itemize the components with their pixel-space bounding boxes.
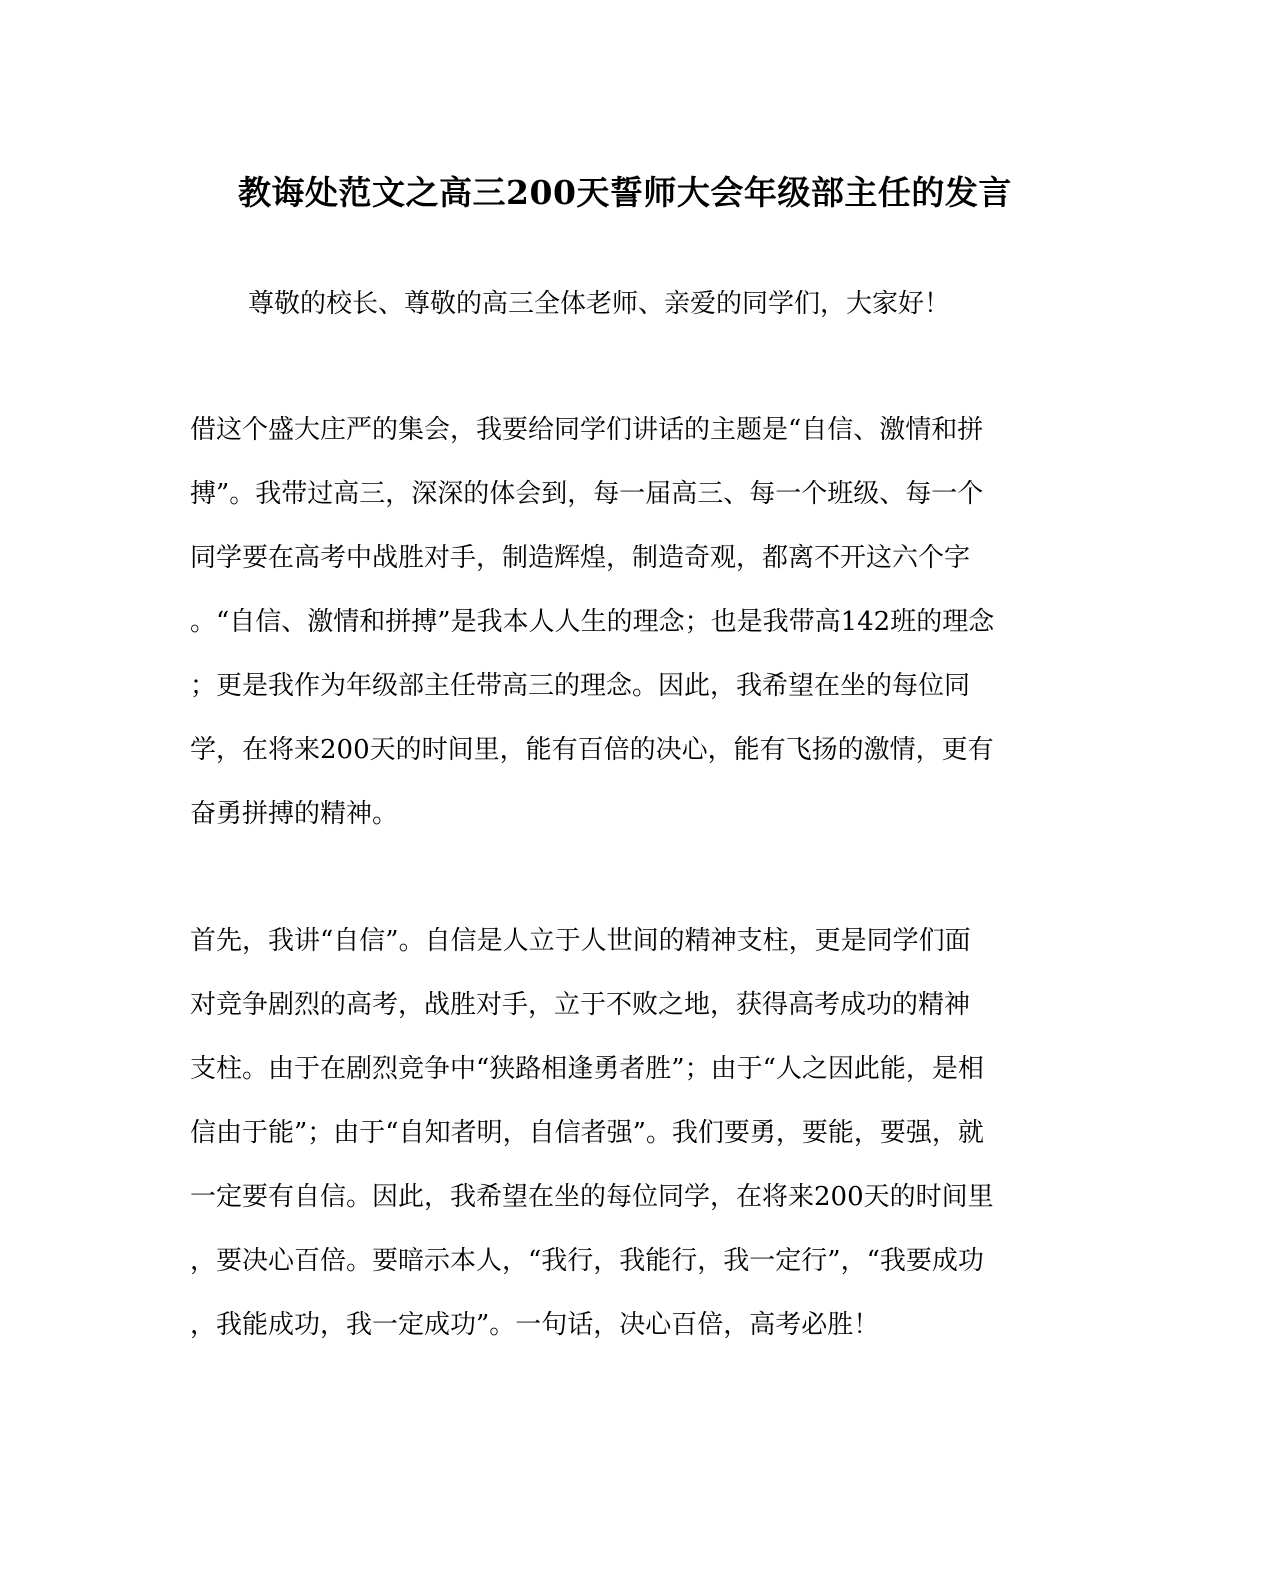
- body-paragraph-2: [190, 909, 1070, 1357]
- paragraph-line: 搏”。我带过高三，深深的体会到，每一届高三、每一个班级、每一个: [190, 479, 984, 509]
- paragraph-line: 一定要有自信。因此，我希望在坐的每位同学，在将来200天的时间里: [190, 1182, 994, 1212]
- body-paragraph-1: [190, 398, 1070, 846]
- greeting-line: 尊敬的校长、尊敬的高三全体老师、亲爱的同学们，大家好！: [248, 289, 951, 319]
- paragraph-line: 。“自信、激情和拼搏”是我本人人生的理念；也是我带高142班的理念: [190, 607, 995, 637]
- paragraph-line: ；更是我作为年级部主任带高三的理念。因此，我希望在坐的每位同: [190, 671, 971, 701]
- paragraph-line: 学，在将来200天的时间里，能有百倍的决心，能有飞扬的激情，更有: [190, 735, 994, 765]
- paragraph-line: 支柱。由于在剧烈竞争中“狭路相逢勇者胜”；由于“人之因此能，是相: [190, 1054, 984, 1084]
- paragraph-line: 首先，我讲“自信”。自信是人立于人世间的精神支柱，更是同学们面: [190, 926, 971, 956]
- paragraph-line: 同学要在高考中战胜对手，制造辉煌，制造奇观，都离不开这六个字: [190, 543, 971, 573]
- paragraph-line: 对竞争剧烈的高考，战胜对手，立于不败之地，获得高考成功的精神: [190, 990, 971, 1020]
- paragraph-line: 借这个盛大庄严的集会，我要给同学们讲话的主题是“自信、激情和拼: [190, 415, 984, 445]
- paragraph-line: ，我能成功，我一定成功”。一句话，决心百倍，高考必胜！: [190, 1310, 880, 1340]
- paragraph-line: 信由于能”；由于“自知者明，自信者强”。我们要勇，要能，要强，就: [190, 1118, 984, 1148]
- document-title: 教诲处范文之高三200天誓师大会年级部主任的发言: [238, 173, 1012, 212]
- paragraph-line: 奋勇拼搏的精神。: [190, 799, 399, 829]
- paragraph-line: ，要决心百倍。要暗示本人，“我行，我能行，我一定行”，“我要成功: [190, 1246, 984, 1276]
